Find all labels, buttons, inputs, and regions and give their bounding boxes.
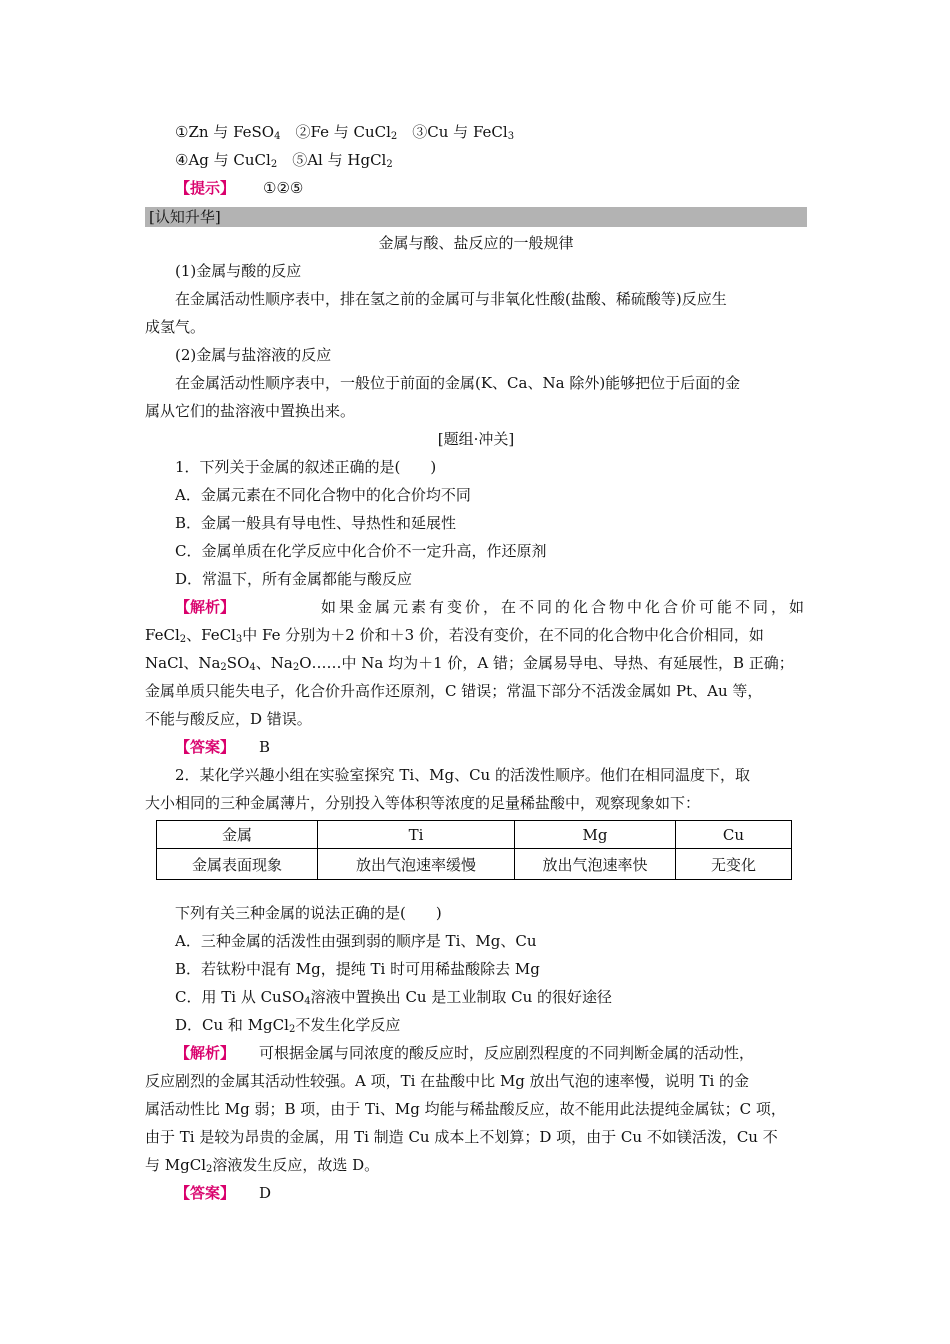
q1-answer-line: [175, 737, 270, 757]
q1-answer-tag: 【答案】: [175, 738, 236, 756]
q2-analysis-line-5: 与 MgCl$_2$溶液发生反应，故选 D。: [145, 1156, 380, 1175]
rule-paragraph-2a: 在金属活动性顺序表中，一般位于前面的金属(K、Ca、Na 除外)能够把位于后面的金: [175, 374, 741, 392]
reaction-pairs-line-2: ④Ag 与 CuCl$_2$ ⑤Al 与 HgCl$_2$: [175, 151, 393, 170]
section-bar: [145, 207, 807, 227]
rule-title: 金属与酸、盐反应的一般规律: [378, 234, 574, 252]
hint-tag: 【提示】: [175, 179, 236, 197]
q2-analysis-line-3: 属活动性比 Mg 弱；B 项，由于 Ti、Mg 均能与稀盐酸反应，故不能用此法提纯金属钛；C 项，: [145, 1100, 786, 1118]
table-cell: 放出气泡速率缓慢: [318, 849, 515, 880]
q2-stem-2: 大小相同的三种金属薄片，分别投入等体积等浓度的足量稀盐酸中，观察现象如下：: [145, 794, 701, 812]
rule-paragraph-2b: 属从它们的盐溶液中置换出来。: [145, 402, 356, 420]
q1-option-c: C．金属单质在化学反应中化合价不一定升高，作还原剂: [175, 542, 547, 560]
table-header-cell: Ti: [318, 821, 515, 849]
q2-option-d: D．Cu 和 MgCl$_2$不发生化学反应: [175, 1016, 401, 1035]
rule-paragraph-1b: 成氢气。: [145, 318, 206, 336]
q2-answer-line: [175, 1183, 271, 1203]
q2-analysis-line-1: 【解析】 可根据金属与同浓度的酸反应时，反应剧烈程度的不同判断金属的活动性，: [175, 1044, 755, 1062]
rule-heading-1: (1)金属与酸的反应: [175, 262, 302, 280]
reaction-pairs-line-1: ①Zn 与 FeSO$_4$ ②Fe 与 CuCl$_2$ ③Cu 与 FeCl$_3$: [175, 123, 515, 142]
observation-table: [156, 820, 792, 880]
table-cell: 放出气泡速率快: [515, 849, 676, 880]
q2-answer: D: [259, 1184, 272, 1202]
table-header-cell: Mg: [515, 821, 676, 849]
rule-paragraph-1a: 在金属活动性顺序表中，排在氢之前的金属可与非氧化性酸(盐酸、稀硫酸等)反应生: [175, 290, 727, 308]
rule-heading-2: (2)金属与盐溶液的反应: [175, 346, 332, 364]
q1-analysis-line-3: NaCl、$Na_2SO_4$、$Na_2O\dots\dots$中 Na 均为＋1 价，A 错；金属易导电、导热、有延展性，B 正确；: [145, 654, 794, 673]
table-cell: 金属表面现象: [157, 849, 318, 880]
q2-analysis-tag: 【解析】: [175, 1044, 236, 1062]
q2-stem-1: 2．某化学兴趣小组在实验室探究 Ti、Mg、Cu 的活泼性顺序。他们在相同温度下，取: [175, 766, 750, 784]
q2-stem-3: 下列有关三种金属的说法正确的是( ): [175, 904, 442, 922]
q1-analysis-line-5: 不能与酸反应，D 错误。: [145, 710, 312, 728]
table-header-cell: Cu: [676, 821, 792, 849]
q1-stem: 1．下列关于金属的叙述正确的是( ): [175, 458, 437, 476]
q2-option-a: A．三种金属的活泼性由强到弱的顺序是 Ti、Mg、Cu: [175, 932, 537, 950]
hint-line: [175, 178, 303, 198]
table-row: [157, 849, 792, 880]
q1-option-d: D．常温下，所有金属都能与酸反应: [175, 570, 413, 588]
q2-analysis-line-4: 由于 Ti 是较为昂贵的金属，用 Ti 制造 Cu 成本上不划算；D 项，由于 Cu 不如镁活泼，Cu 不: [145, 1128, 778, 1146]
table-cell: 无变化: [676, 849, 792, 880]
q2-option-b: B．若钛粉中混有 Mg，提纯 Ti 时可用稀盐酸除去 Mg: [175, 960, 540, 978]
q2-analysis-line-2: 反应剧烈的金属其活动性较强。A 项，Ti 在盐酸中比 Mg 放出气泡的速率慢，说明 Ti 的金: [145, 1072, 750, 1090]
q1-option-b: B．金属一般具有导电性、导热性和延展性: [175, 514, 457, 532]
q1-analysis-line-4: 金属单质只能失电子，化合价升高作还原剂，C 错误；常温下部分不活泼金属如 Pt、Au 等，: [145, 682, 763, 700]
q1-analysis-tag: 【解析】: [175, 598, 236, 616]
table-header-cell: 金属: [157, 821, 318, 849]
group-title: [题组·冲关]: [437, 430, 515, 448]
q1-option-a: A．金属元素在不同化合物中的化合价均不同: [175, 486, 471, 504]
q1-analysis-line-1: 【解析】 如果金属元素有变价，在不同的化合物中化合价可能不同，如: [175, 598, 807, 616]
section-bar-label: [认知升华]: [149, 208, 221, 226]
q1-answer: B: [259, 738, 271, 756]
table-header-row: [157, 821, 792, 849]
q2-option-c: C．用 Ti 从 CuSO$_4$溶液中置换出 Cu 是工业制取 Cu 的很好途径: [175, 988, 613, 1007]
q2-answer-tag: 【答案】: [175, 1184, 236, 1202]
hint-text: ①②⑤: [263, 179, 304, 197]
q1-analysis-line-2: FeCl$_2$、FeCl$_3$中 Fe 分别为＋2 价和＋3 价，若没有变价，在不同的化合物中化合价相同，如: [145, 626, 764, 645]
